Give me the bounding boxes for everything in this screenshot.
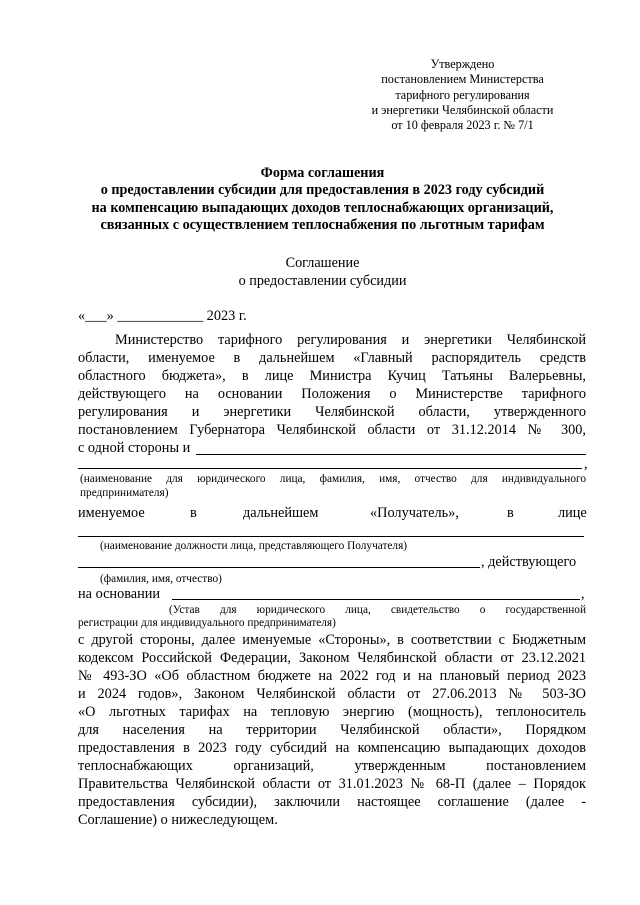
recipient-name-field[interactable] — [78, 468, 582, 469]
approval-line: Утверждено — [430, 57, 495, 71]
recipient-hint-cont: предпринимателя) — [80, 487, 169, 499]
form-title-line: о предоставлении субсидии для предоставления в 2023 году субсидий — [100, 182, 545, 199]
approval-block — [340, 57, 585, 133]
closing-line: теплоснабжающих организаций, утвержденным постановлением — [78, 758, 586, 774]
acting-text: , действующего — [481, 554, 577, 570]
closing-line: № 493-ЗО «Об областном бюджете на 2022 год и на плановый период 2023 — [78, 668, 586, 684]
form-title-line: на компенсацию выпадающих доходов теплоснабжающих организаций, — [91, 199, 554, 216]
position-hint: (наименование должности лица, представляющего Получателя) — [100, 540, 408, 552]
named-word: в — [190, 505, 197, 521]
preamble-line: постановлением Губернатора Челябинской области от 31.12.2014 № 300, — [78, 422, 586, 438]
preamble-line: области, именуемое в дальнейшем «Главный распорядитель средств — [78, 350, 586, 366]
agreement-title — [60, 254, 585, 290]
preamble-line: регулирования и энергетики Челябинской области, утвержденного — [78, 404, 586, 420]
preamble-last-line: с одной стороны и — [78, 440, 191, 456]
date-line: «___» ____________ 2023 г. — [78, 308, 247, 324]
closing-last-line: Соглашение) о нижеследующем. — [78, 812, 278, 828]
named-word: лице — [558, 505, 587, 521]
closing-line: кодексом Российской Федерации, Законом Челябинской области от 23.12.2021 — [78, 650, 586, 666]
approval-line: от 10 февраля 2023 г. № 7/1 — [391, 118, 534, 133]
agreement-title-line: Соглашение — [285, 255, 360, 271]
named-word: в — [507, 505, 514, 521]
form-title-line: связанных с осуществлением теплоснабжения по льготным тарифам — [100, 217, 545, 234]
party-blank — [196, 454, 586, 455]
closing-line: и 2024 годов», Законом Челябинской области от 27.06.2013 № 503-ЗО — [78, 686, 586, 702]
closing-line: Правительства Челябинской области от 31.01.2023 № 68-П (далее – Порядок — [78, 776, 586, 792]
recipient-hint: (наименование для юридического лица, фамилия, имя, отчество для индивидуального — [80, 473, 586, 485]
closing-line: «О льготных тарифах на тепловую энергию (мощность), теплоноситель — [78, 704, 586, 720]
recipient-comma: , — [584, 456, 588, 472]
basis-hint-cont: регистрации для индивидуального предпринимателя) — [78, 617, 336, 629]
approval-line: тарифного регулирования — [395, 87, 530, 102]
closing-line: предоставления в 2023 году субсидий на компенсацию выпадающих доходов — [78, 740, 586, 756]
form-title-line: Форма соглашения — [260, 165, 385, 181]
agreement-title-line: о предоставлении субсидии — [238, 273, 407, 289]
closing-line: предоставления субсидии), заключили настоящее соглашение (далее - — [78, 794, 586, 810]
fullname-field[interactable] — [78, 567, 480, 568]
preamble-line: действующего на основании Положения о Министерстве тарифного — [78, 386, 586, 402]
approval-line: и энергетики Челябинской области — [371, 102, 554, 117]
preamble-line: областного бюджета», в лице Министра Кучиц Татьяны Валерьевны, — [78, 368, 586, 384]
closing-line: с другой стороны, далее именуемые «Стороны», в соответствии с Бюджетным — [78, 632, 586, 648]
named-word: именуемое — [78, 505, 145, 521]
approval-line: постановлением Министерства — [381, 72, 544, 87]
closing-line: для населения на территории Челябинской области», Порядком — [78, 722, 586, 738]
named-word: дальнейшем — [243, 505, 319, 521]
position-field[interactable] — [78, 536, 584, 537]
form-title — [60, 165, 585, 235]
basis-field[interactable] — [172, 599, 580, 600]
name-hint: (фамилия, имя, отчество) — [100, 573, 222, 585]
preamble-line: Министерство тарифного регулирования и энергетики Челябинской — [115, 332, 586, 348]
basis-comma: , — [581, 586, 585, 602]
basis-hint: (Устав для юридического лица, свидетельство о государственной — [169, 604, 586, 616]
basis-label: на основании — [78, 586, 161, 602]
named-word: «Получатель», — [370, 505, 459, 521]
